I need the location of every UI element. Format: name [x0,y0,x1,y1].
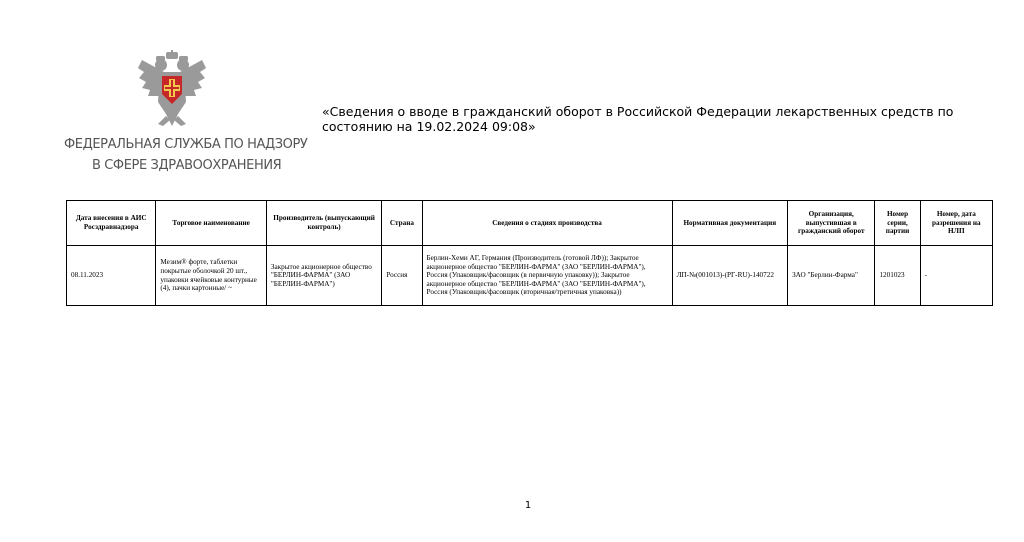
column-header-batch-number: Номер серии, партии [875,201,920,246]
cell-production-stages: Берлин-Хеми АГ, Германия (Производитель (готовой ЛФ)); Закрытое акционерное общество "БЕРЛИН-ФАРМА" (ЗАО "БЕРЛИН-ФАРМА"), Россия (Упаковщик/фасовщик (в первичную упаковку)); Закрытое акционерное общество "БЕРЛИН-ФАРМА" (ЗАО "БЕРЛИН-ФАРМА"), Россия (Упаковщик/фасовщик (вторичная/третичная упаковка)) [422,246,672,306]
column-header-date: Дата внесения в АИС Росздравнадзора [67,201,156,246]
document-title: «Сведения о вводе в гражданский оборот в Российской Федерации лекарственных средств по состоянию на 19.02.2024 09:08» [322,104,954,134]
column-header-normative-doc: Нормативная документация [672,201,787,246]
column-header-permit: Номер, дата разрешения на НЛП [920,201,992,246]
cell-normative-doc: ЛП-№(001013)-(РГ-RU)-140722 [672,246,787,306]
double-headed-eagle-emblem-icon [136,50,208,128]
page-number: 1 [524,500,532,511]
table-header-row [67,201,993,246]
org-name-line-1: ФЕДЕРАЛЬНАЯ СЛУЖБА ПО НАДЗОРУ [64,137,308,152]
column-header-organization: Организация, выпустившая в гражданский оборот [788,201,875,246]
cell-permit: - [920,246,992,306]
column-header-production-stages: Сведения о стадиях производства [422,201,672,246]
cell-batch-number: 1201023 [875,246,920,306]
cell-trade-name: Мезим® форте, таблетки покрытые оболочкой 20 шт., упаковки ячейковые контурные (4), пачки картонные/ ~ [156,246,266,306]
column-header-trade-name: Торговое наименование [156,201,266,246]
cell-date: 08.11.2023 [67,246,156,306]
column-header-country: Страна [382,201,422,246]
cell-organization: ЗАО "Берлин-Фарма" [788,246,875,306]
column-header-manufacturer: Производитель (выпускающий контроль) [266,201,381,246]
cell-country: Россия [382,246,422,306]
cell-manufacturer: Закрытое акционерное общество "БЕРЛИН-ФАРМА" (ЗАО "БЕРЛИН-ФАРМА") [266,246,381,306]
org-name-line-2: В СФЕРЕ ЗДРАВООХРАНЕНИЯ [92,158,282,173]
table-row [67,246,993,306]
registry-table [66,200,993,306]
